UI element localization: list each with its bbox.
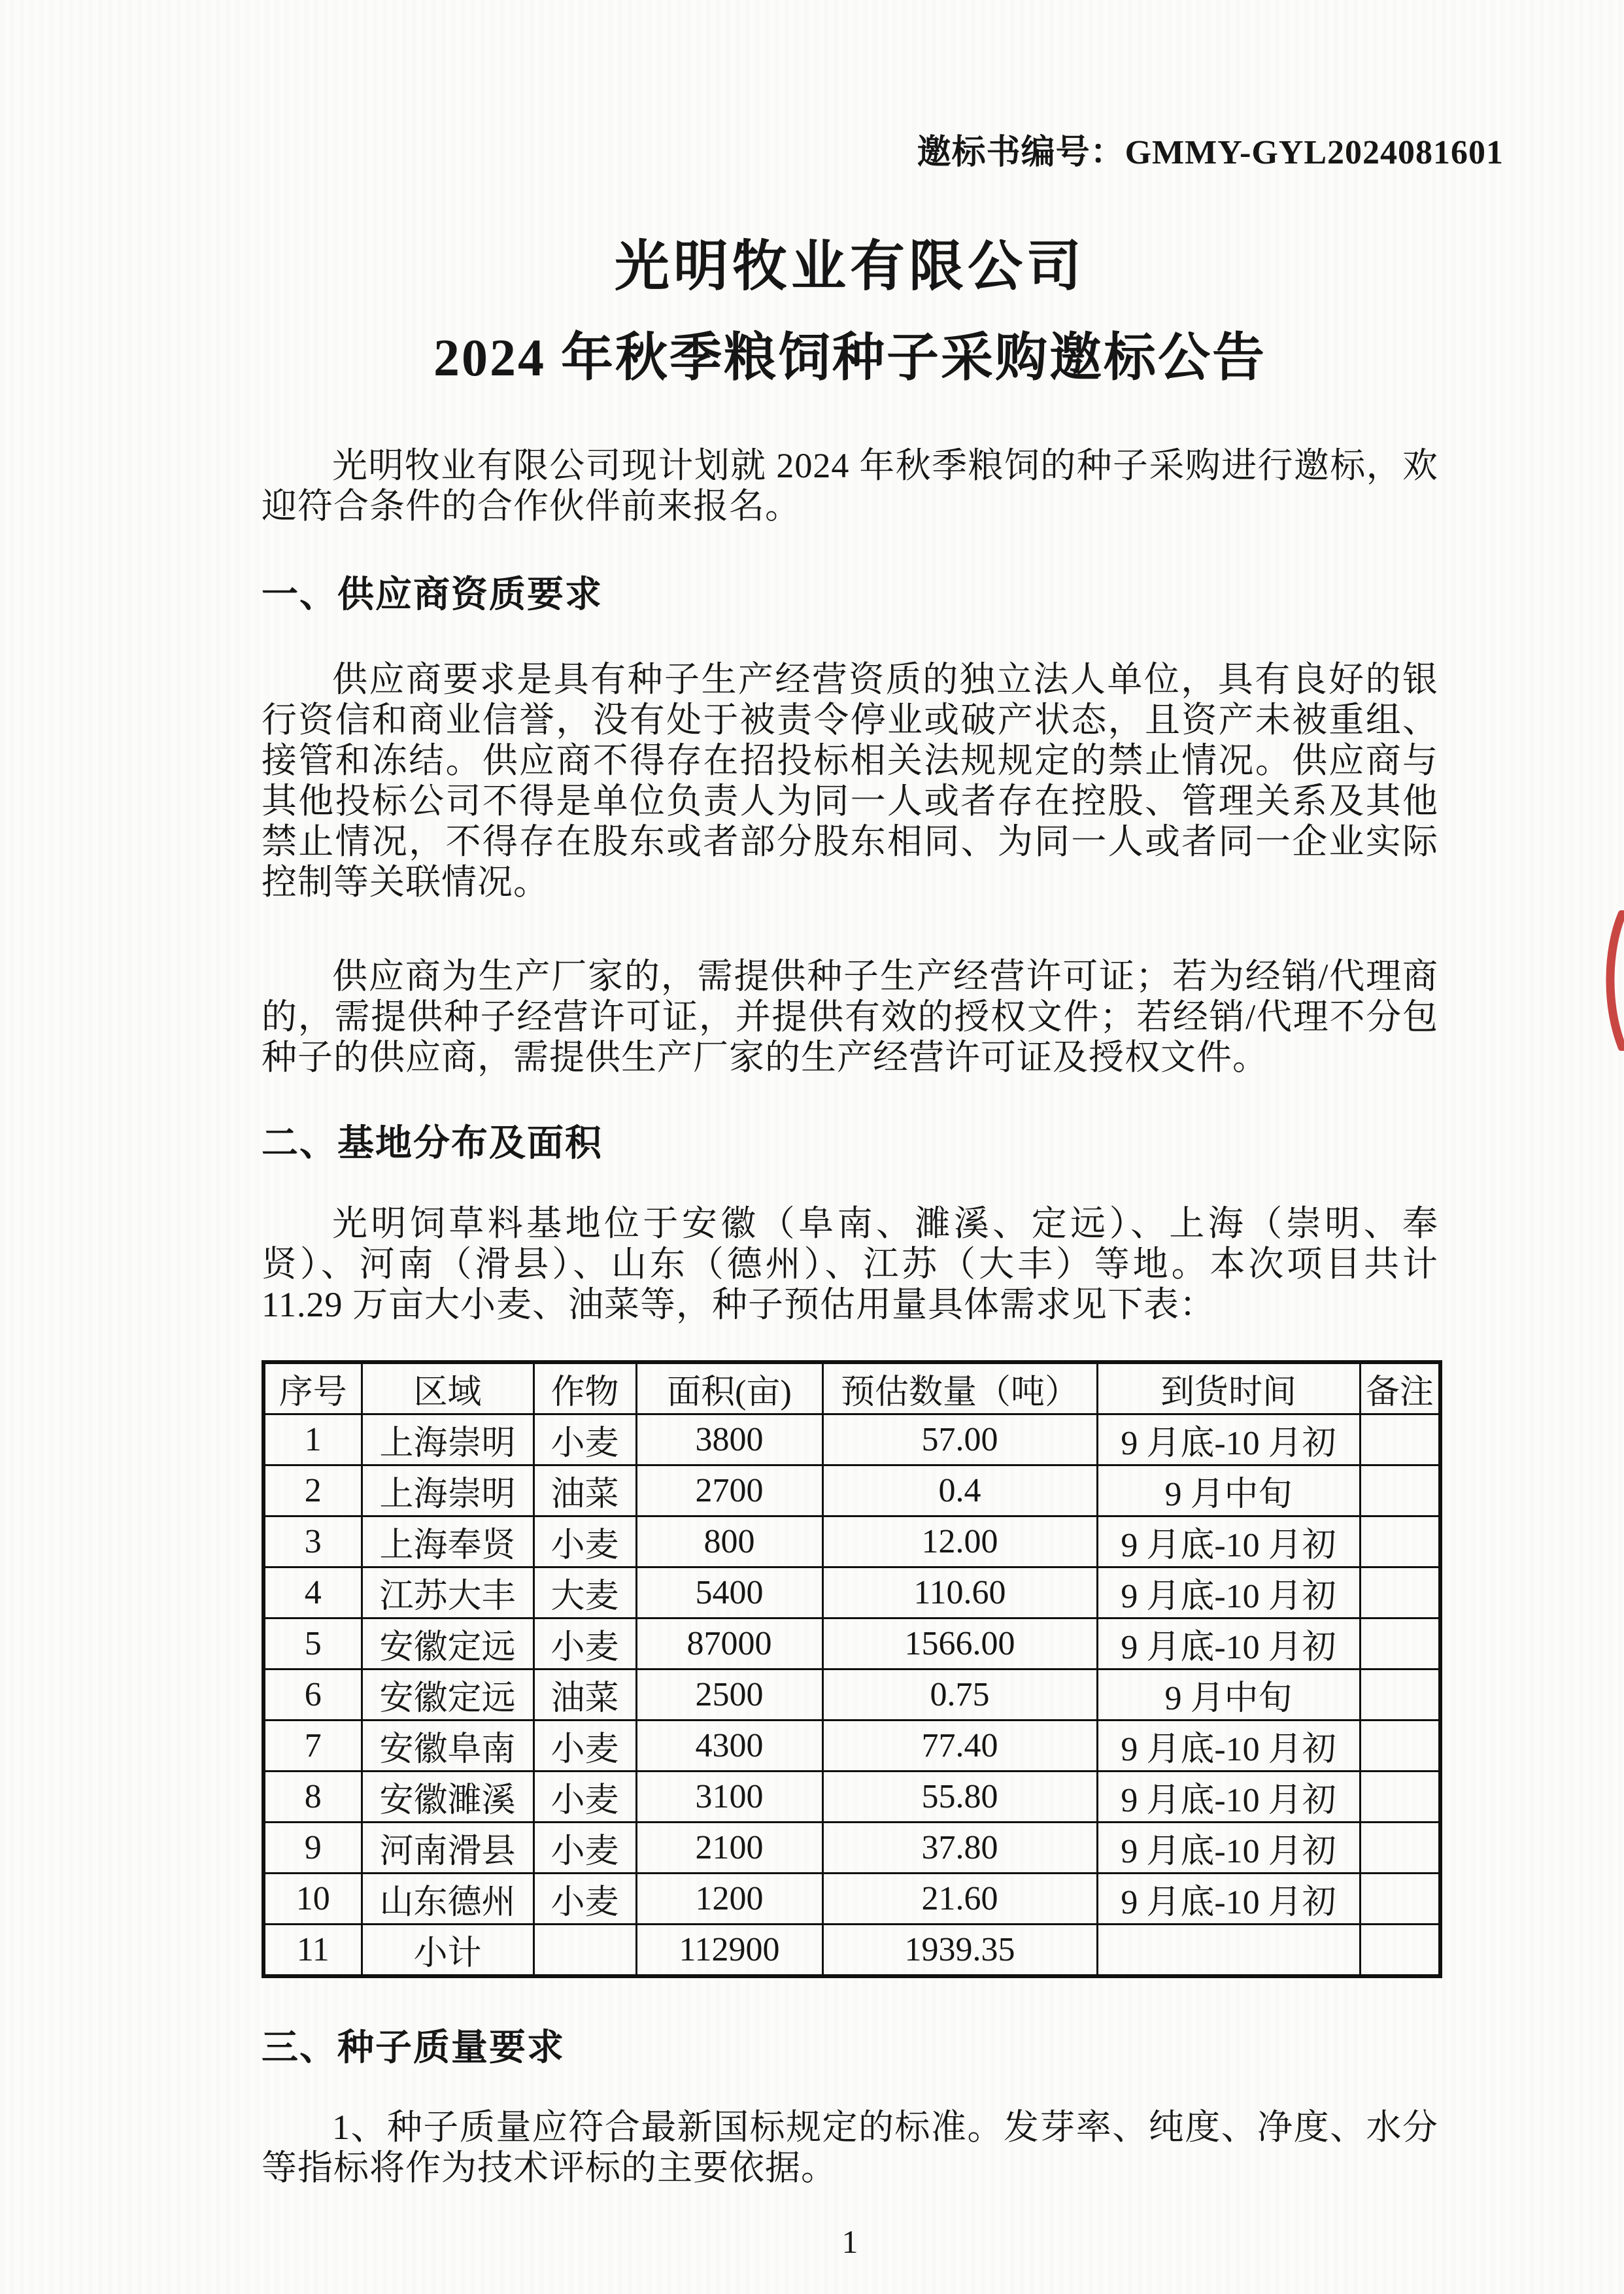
table-cell: 9 月底-10 月初 [1097,1823,1360,1874]
table-cell: 上海崇明 [362,1465,533,1516]
page-title: 光明牧业有限公司 [614,237,1085,298]
table-cell [1360,1516,1440,1567]
table-cell [1360,1414,1440,1465]
table-cell: 小麦 [533,1720,636,1772]
table-row [263,1720,1440,1772]
table-cell: 4 [263,1567,362,1618]
table-cell: 3 [263,1516,362,1567]
table-row [263,1567,1440,1618]
table-row [263,1669,1440,1720]
table-cell: 9 月底-10 月初 [1097,1874,1360,1925]
table-header-row [263,1362,1440,1414]
table-cell: 4300 [636,1720,822,1772]
table-cell: 9 月底-10 月初 [1097,1414,1360,1465]
table-cell [1360,1772,1440,1823]
table-cell: 安徽阜南 [362,1720,533,1772]
table-cell: 800 [636,1516,822,1567]
table-cell: 安徽定远 [362,1618,533,1669]
table-cell: 9 月中旬 [1097,1465,1360,1516]
table-header-cell: 序号 [263,1362,362,1414]
table-cell: 5 [263,1618,362,1669]
table-cell [1097,1925,1360,1977]
section-heading-2: 二、基地分布及面积 [262,1122,603,1163]
table-cell: 山东德州 [362,1874,533,1925]
table-cell [533,1925,636,1977]
table-cell: 2 [263,1465,362,1516]
table-cell: 0.75 [822,1669,1097,1720]
table-row [263,1516,1440,1567]
table-cell: 21.60 [822,1874,1097,1925]
table-cell: 11 [263,1925,362,1977]
stamp-arc [1603,910,1624,1051]
table-cell: 5400 [636,1567,822,1618]
table-cell [1360,1874,1440,1925]
table-row [263,1772,1440,1823]
table-cell: 2700 [636,1465,822,1516]
table-cell [1360,1823,1440,1874]
table-cell: 1939.35 [822,1925,1097,1977]
table-row [263,1823,1440,1874]
table-cell: 小麦 [533,1823,636,1874]
table-cell: 55.80 [822,1772,1097,1823]
table-cell: 8 [263,1772,362,1823]
table-cell: 37.80 [822,1823,1097,1874]
table-header-cell: 备注 [1360,1362,1440,1414]
table-cell: 小麦 [533,1772,636,1823]
table-cell: 安徽定远 [362,1669,533,1720]
table-cell: 上海崇明 [362,1414,533,1465]
table-header-cell: 预估数量（吨） [822,1362,1097,1414]
section-1-paragraph-2: 供应商为生产厂家的，需提供种子生产经营许可证；若为经销/代理商的，需提供种子经营许可证，并提供有效的授权文件；若经销/代理不分包种子的供应商，需提供生产厂家的生产经营许可证及授权文件。 [262,957,1438,1077]
section-heading-3: 三、种子质量要求 [262,2027,565,2068]
table-cell: 7 [263,1720,362,1772]
table-cell: 河南滑县 [362,1823,533,1874]
table-cell [1360,1669,1440,1720]
page-number: 1 [841,2223,858,2260]
section-1-paragraph-1: 供应商要求是具有种子生产经营资质的独立法人单位，具有良好的银行资信和商业信誉，没有处于被责令停业或破产状态，且资产未被重组、接管和冻结。供应商不得存在招投标相关法规规定的禁止情况。供应商与其他投标公司不得是单位负责人为同一人或者存在控股、管理关系及其他禁止情况，不得存在股东或者部分股东相同、为同一人或者同一企业实际控制等关联情况。 [262,660,1438,902]
doc-number: 邀标书编号：GMMY-GYL2024081601 [917,134,1504,171]
table-cell: 9 [263,1823,362,1874]
table-cell: 小麦 [533,1414,636,1465]
table-row [263,1618,1440,1669]
table-cell [1360,1720,1440,1772]
table-cell: 2500 [636,1669,822,1720]
table-cell: 1 [263,1414,362,1465]
section-heading-1: 一、供应商资质要求 [262,574,603,615]
table-row [263,1414,1440,1465]
table-cell: 小麦 [533,1618,636,1669]
section-2-paragraph-1: 光明饲草料基地位于安徽（阜南、濉溪、定远）、上海（崇明、奉贤）、河南（滑县）、山东（德州）、江苏（大丰）等地。本次项目共计 11.29 万亩大小麦、油菜等，种子预估用量具体需求见下表： [262,1204,1438,1324]
table-cell: 3800 [636,1414,822,1465]
section-3-paragraph-1: 1、种子质量应符合最新国标规定的标准。发芽率、纯度、净度、水分等指标将作为技术评标的主要依据。 [262,2108,1438,2187]
table-cell: 77.40 [822,1720,1097,1772]
table-cell: 小计 [362,1925,533,1977]
table-header-cell: 到货时间 [1097,1362,1360,1414]
table-cell [1360,1567,1440,1618]
table-row [263,1874,1440,1925]
table-cell: 1566.00 [822,1618,1097,1669]
table-cell: 12.00 [822,1516,1097,1567]
seed-demand-table [262,1360,1442,1978]
table-header-cell: 作物 [533,1362,636,1414]
table-cell: 小麦 [533,1516,636,1567]
table-cell: 江苏大丰 [362,1567,533,1618]
table-header-cell: 区域 [362,1362,533,1414]
table-cell [1360,1925,1440,1977]
table-cell: 9 月底-10 月初 [1097,1516,1360,1567]
table-cell: 112900 [636,1925,822,1977]
table-cell: 油菜 [533,1465,636,1516]
table-cell: 3100 [636,1772,822,1823]
document-body [262,237,1438,2260]
table-cell: 大麦 [533,1567,636,1618]
table-cell: 油菜 [533,1669,636,1720]
table-cell: 87000 [636,1618,822,1669]
table-cell: 6 [263,1669,362,1720]
table-row [263,1925,1440,1977]
table-cell: 上海奉贤 [362,1516,533,1567]
page-subtitle: 2024 年秋季粮饲种子采购邀标公告 [433,330,1266,387]
table-cell: 9 月底-10 月初 [1097,1772,1360,1823]
table-cell: 9 月中旬 [1097,1669,1360,1720]
table-cell: 小麦 [533,1874,636,1925]
table-cell: 0.4 [822,1465,1097,1516]
table-cell [1360,1618,1440,1669]
intro-paragraph: 光明牧业有限公司现计划就 2024 年秋季粮饲的种子采购进行邀标，欢迎符合条件的合作伙伴前来报名。 [262,446,1438,526]
table-cell: 10 [263,1874,362,1925]
table-header-cell: 面积(亩) [636,1362,822,1414]
table-cell: 1200 [636,1874,822,1925]
table-cell: 安徽濉溪 [362,1772,533,1823]
table-row [263,1465,1440,1516]
table-cell: 110.60 [822,1567,1097,1618]
table-cell: 9 月底-10 月初 [1097,1720,1360,1772]
table-cell: 2100 [636,1823,822,1874]
table-cell [1360,1465,1440,1516]
table-cell: 57.00 [822,1414,1097,1465]
table-cell: 9 月底-10 月初 [1097,1567,1360,1618]
table-cell: 9 月底-10 月初 [1097,1618,1360,1669]
